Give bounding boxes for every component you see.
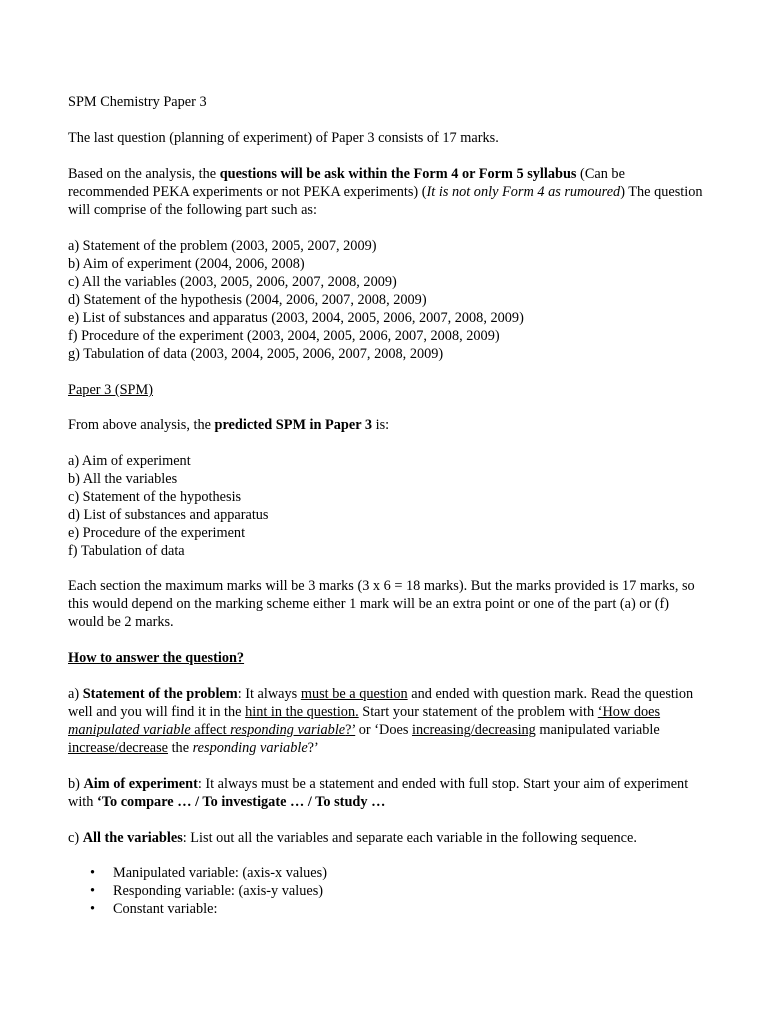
predicted-list — [68, 452, 708, 560]
list-item: d) Statement of the hypothesis (2004, 2006, 2007, 2008, 2009) — [68, 292, 427, 308]
section-a-quote-italic: responding variable — [230, 722, 346, 738]
list-item: • Manipulated variable: (axis-x values) — [90, 864, 690, 882]
section-a-label: Statement of the problem — [82, 686, 238, 702]
marks-paragraph: Each section the maximum marks will be 3 marks (3 x 6 = 18 marks). But the marks provided is 17 marks, so this would depend on the marking scheme either 1 mark will be an extra point or one of the part (a) or (f) would be 2 marks. — [68, 578, 695, 630]
section-a-prefix: a) — [68, 686, 83, 702]
section-b-text: : It always must be a statement and ended with full stop. Start your aim of experiment with — [68, 776, 689, 810]
list-item: c) All the variables (2003, 2005, 2006, 2007, 2008, 2009) — [68, 274, 397, 290]
analysis-paragraph — [68, 165, 708, 219]
section-c-paragraph — [68, 829, 708, 847]
list-item: g) Tabulation of data (2003, 2004, 2005, 2006, 2007, 2008, 2009) — [68, 346, 444, 362]
analysis-italic: It is not only Form 4 as rumoured — [426, 184, 621, 200]
section-a-text: or ‘Does — [355, 722, 412, 738]
section-b-prefix: b) — [68, 776, 84, 792]
section-c-label: All the variables — [82, 830, 183, 846]
analysis-text-2: (Can be recommended PEKA experiments or not PEKA experiments) ( — [68, 166, 625, 200]
predicted-text-1: From above analysis, the — [68, 417, 215, 433]
list-item: e) Procedure of the experiment — [68, 525, 246, 541]
section-a-quote-part: ?’ — [345, 722, 356, 738]
how-heading-text: How to answer the question? — [68, 650, 245, 666]
list-item: • Constant variable: — [90, 900, 690, 918]
list-item: b) Aim of experiment (2004, 2006, 2008) — [68, 256, 305, 272]
list-item: a) Aim of experiment — [68, 453, 191, 469]
section-b-label: Aim of experiment — [83, 776, 198, 792]
section-a-paragraph — [68, 685, 708, 757]
list-item: c) Statement of the hypothesis — [68, 489, 242, 505]
analysis-text-1: Based on the analysis, the — [68, 166, 220, 182]
document-title: SPM Chemistry Paper 3 — [68, 94, 207, 110]
analysis-bold: questions will be ask within the Form 4 or Form 5 syllabus — [219, 166, 577, 182]
section-a-underline: increase/decrease — [68, 740, 169, 756]
list-item: b) All the variables — [68, 471, 178, 487]
section-a-quote-italic: manipulated variable — [68, 722, 191, 738]
predicted-text-2: is: — [372, 417, 390, 433]
how-heading — [68, 649, 708, 667]
section-a-text: : It always — [237, 686, 301, 702]
list-item: • Responding variable: (axis-y values) — [90, 882, 690, 900]
list-item: f) Procedure of the experiment (2003, 2004, 2005, 2006, 2007, 2008, 2009) — [68, 328, 500, 344]
predicted-bold: predicted SPM in Paper 3 — [214, 417, 373, 433]
section-a-text: Start your statement of the problem with — [358, 704, 598, 720]
section-c-prefix: c) — [68, 830, 83, 846]
section-a-text: and ended with question mark. Read the question well and you will find it in the — [68, 686, 694, 720]
analysis-text-3: ) The question will comprise of the following part such as: — [68, 184, 703, 218]
paper3-heading-text: Paper 3 (SPM) — [68, 382, 153, 398]
list-item: e) List of substances and apparatus (2003, 2004, 2005, 2006, 2007, 2008, 2009) — [68, 310, 524, 326]
section-c-text: : List out all the variables and separate each variable in the following sequence. — [182, 830, 637, 846]
section-b-bold: ‘To compare … / To investigate … / To study … — [97, 794, 386, 810]
section-a-text: ?’ — [307, 740, 319, 756]
section-b-paragraph — [68, 775, 708, 811]
predicted-paragraph — [68, 416, 708, 434]
parts-list — [68, 237, 708, 363]
section-a-quote-part: affect — [190, 722, 231, 738]
list-item: d) List of substances and apparatus — [68, 507, 269, 523]
section-a-text: the — [168, 740, 193, 756]
intro-paragraph: The last question (planning of experiment) of Paper 3 consists of 17 marks. — [68, 130, 499, 146]
variables-list — [90, 864, 690, 918]
section-a-underline: increasing/decreasing — [411, 722, 536, 738]
section-a-quote-part: ‘How does — [597, 704, 661, 720]
section-a-underline: hint in the question. — [245, 704, 359, 720]
section-a-text: manipulated variable — [535, 722, 660, 738]
list-item: a) Statement of the problem (2003, 2005, 2007, 2009) — [68, 238, 377, 254]
section-a-italic: responding variable — [192, 740, 308, 756]
paper3-heading — [68, 381, 708, 399]
list-item: f) Tabulation of data — [68, 543, 185, 559]
section-a-underline: must be a question — [300, 686, 408, 702]
